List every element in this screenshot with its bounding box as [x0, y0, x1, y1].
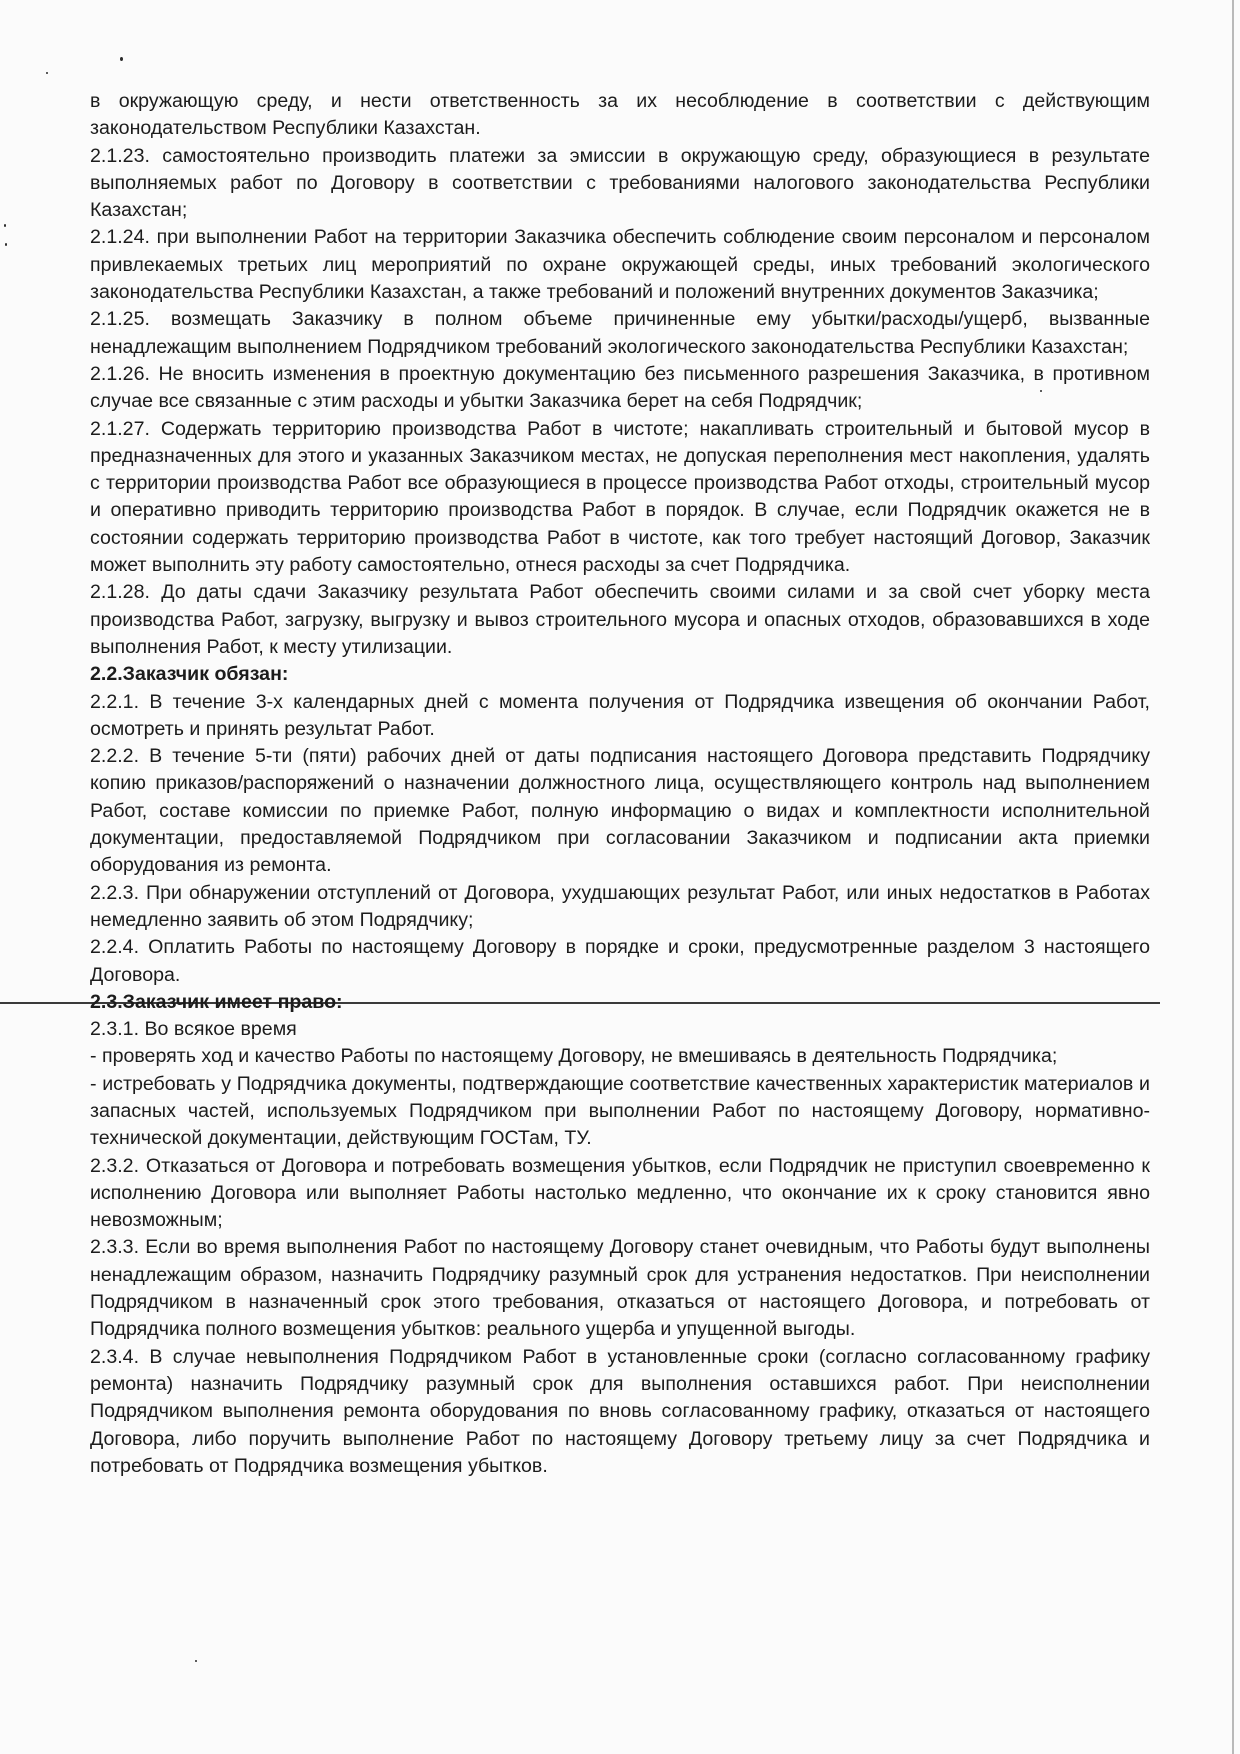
paragraph: 2.3.4. В случае невыполнения Подрядчиком Работ в установленные сроки (согласно согласованному графику ремонта) назначить Подрядчику разумный срок для выполнения оставшихся работ. При неисполнении Подрядчиком выполнения ремонта оборудования по вновь согласованному графику, отказаться от настоящего Договора, либо поручить выполнение Работ по настоящему Договору третьему лицу за счет Подрядчика и потребовать от Подрядчика возмещения убытков. — [90, 1345, 1150, 1477]
paragraph: 2.1.28. До даты сдачи Заказчику результата Работ обеспечить своими силами и за свой счет уборку места производства Работ, загрузку, выгрузку и вывоз строительного мусора и опасных отходов, образовавшихся в ходе выполнения Работ, к месту утилизации. — [90, 581, 1150, 658]
paragraph: 2.3.1. Во всякое время — [90, 1018, 297, 1041]
paragraph: 2.1.23. самостоятельно производить платежи за эмиссии в окружающую среду, образующиеся в результате выполняемых работ по Договору в соответствии с требованиями налогового законодательства Республики Казахстан; — [90, 144, 1150, 222]
scan-speck — [120, 57, 123, 61]
scan-speck — [4, 224, 6, 227]
scan-speck — [195, 1660, 197, 1662]
section-heading: 2.3.Заказчик имеет право: — [90, 990, 343, 1013]
paragraph: - проверять ход и качество Работы по настоящему Договору, не вмешиваясь в деятельность Подрядчика; — [90, 1045, 1058, 1068]
scan-speck — [46, 72, 48, 74]
paragraph: в окружающую среду, и нести ответственность за их несоблюдение в соответствии с действующим законодательством Республики Казахстан. — [90, 90, 1150, 140]
paragraph: 2.1.25. возмещать Заказчику в полном объеме причиненные ему убытки/расходы/ущерб, вызванные ненадлежащим выполнением Подрядчиком требований экологического законодательства Республики Казахстан; — [90, 308, 1150, 358]
paragraph: 2.2.4. Оплатить Работы по настоящему Договору в порядке и сроки, предусмотренные разделом 3 настоящего Договора. — [90, 936, 1150, 986]
paragraph: 2.1.24. при выполнении Работ на территории Заказчика обеспечить соблюдение своим персоналом и персоналом привлекаемых третьих лиц мероприятий по охране окружающей среды, иных требований экологического законодательства Республики Казахстан, а также требований и положений внутренних документов Заказчика; — [90, 226, 1150, 304]
paragraph: 2.1.26. Не вносить изменения в проектную документацию без письменного разрешения Заказчика, в противном случае все связанные с этим расходы и убытки Заказчика берет на себя Подрядчик; — [90, 362, 1150, 413]
paragraph: 2.2.1. В течение 3-х календарных дней с момента получения от Подрядчика извещения об окончании Работ, осмотреть и принять результат Работ. — [90, 690, 1150, 740]
scan-speck — [5, 243, 7, 246]
paragraph: 2.1.27. Содержать территорию производства Работ в чистоте; накапливать строительный и бытовой мусор в предназначенных для этого и указанных Заказчиком местах, не допуская переполнения мест накопления, удалять с территории производства Работ все образующиеся в процессе производства Работ отходы, строительный мусор и оперативно приводить территорию производства Работ в порядок. В случае, если Подрядчик окажется не в состоянии содержать территорию производства Работ в чистоте, как того требует настоящий Договор, Заказчик может выполнить эту работу самостоятельно, отнеся расходы за счет Подрядчика. — [90, 417, 1150, 577]
paragraph: 2.2.3. При обнаружении отступлений от Договора, ухудшающих результат Работ, или иных недостатков в Работах немедленно заявить об этом Подрядчику; — [90, 881, 1150, 931]
paragraph: 2.3.2. Отказаться от Договора и потребовать возмещения убытков, если Подрядчик не приступил своевременно к исполнению Договора или выполняет Работы настолько медленно, что окончание их к сроку становится явно невозможным; — [90, 1154, 1150, 1232]
paragraph: 2.2.2. В течение 5-ти (пяти) рабочих дней от даты подписания настоящего Договора представить Подрядчику копию приказов/распоряжений о назначении должностного лица, осуществляющего контроль над выполнением Работ, составе комиссии по приемке Работ, полную информацию о видах и комплектности исполнительной документации, предоставляемой Подрядчиком при согласовании Заказчиком и подписании акта приемки оборудования из ремонта. — [90, 745, 1150, 877]
paragraph: - истребовать у Подрядчика документы, подтверждающие соответствие качественных характеристик материалов и запасных частей, используемых Подрядчиком при выполнении Работ по настоящему Договору, нормативно-технической документации, действующим ГОСТам, ТУ. — [90, 1072, 1150, 1150]
document-body — [90, 88, 1150, 1480]
page-edge — [1232, 0, 1234, 1754]
paragraph: 2.3.3. Если во время выполнения Работ по настоящему Договору станет очевидным, что Работы будут выполнены ненадлежащим образом, назначить Подрядчику разумный срок для устранения недостатков. При неисполнении Подрядчиком в назначенный срок этого требования, отказаться от настоящего Договора, и потребовать от Подрядчика полного возмещения убытков: реального ущерба и упущенной выгоды. — [90, 1236, 1150, 1341]
section-heading: 2.2.Заказчик обязан: — [90, 663, 289, 686]
